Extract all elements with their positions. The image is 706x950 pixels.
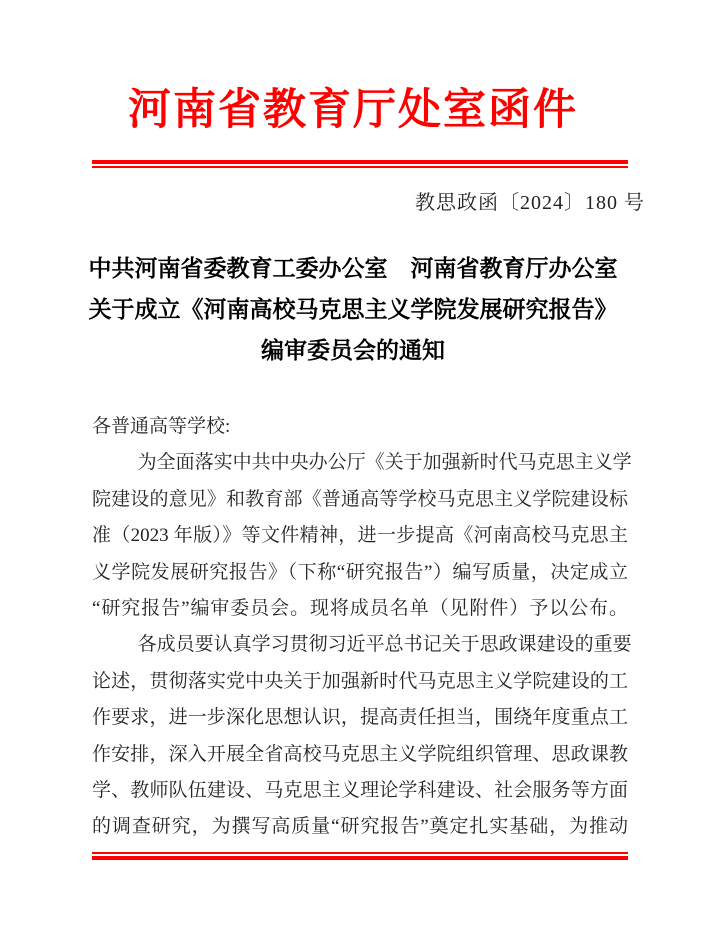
letterhead-red-rule-top bbox=[92, 160, 628, 168]
notice-title-line-2: 关于成立《河南高校马克思主义学院发展研究报告》 bbox=[88, 297, 618, 322]
body-line: 的调查研究，为撰写高质量“研究报告”奠定扎实基础，为推动 bbox=[92, 816, 628, 838]
body-line: 论述，贯彻落实党中央关于加强新时代马克思主义学院建设的工 bbox=[92, 670, 628, 692]
document-number: 教思政函〔2024〕180 号 bbox=[415, 192, 645, 214]
body-line: 作安排，深入开展全省高校马克思主义学院组织管理、思政课教 bbox=[92, 743, 628, 765]
body-line: 作要求，进一步深化思想认识，提高责任担当，围绕年度重点工 bbox=[92, 707, 628, 729]
body-line: 各成员要认真学习贯彻习近平总书记关于思政课建设的重要 bbox=[137, 634, 632, 656]
footer-red-rule bbox=[92, 852, 628, 860]
notice-title bbox=[10, 248, 696, 371]
letterhead-agency-title: 河南省教育厅处室函件 bbox=[128, 87, 578, 134]
notice-title-line-1: 中共河南省委教育工委办公室 河南省教育厅办公室 bbox=[88, 256, 618, 281]
notice-body bbox=[92, 409, 632, 846]
notice-title-line-3: 编审委员会的通知 bbox=[261, 338, 445, 363]
body-line: 学、教师队伍建设、马克思主义理论学科建设、社会服务等方面 bbox=[92, 780, 628, 802]
body-line: 义学院发展研究报告》（下称“研究报告”）编写质量，决定成立 bbox=[92, 561, 628, 583]
body-line: 为全面落实中共中央办公厅《关于加强新时代马克思主义学 bbox=[137, 452, 632, 474]
salutation-line: 各普通高等学校: bbox=[92, 416, 231, 437]
body-line: 准（2023 年版）》等文件精神，进一步提高《河南高校马克思主 bbox=[92, 525, 628, 547]
body-line: “研究报告”编审委员会。现将成员名单（见附件）予以公布。 bbox=[92, 598, 628, 620]
body-line: 院建设的意见》和教育部《普通高等学校马克思主义学院建设标 bbox=[92, 488, 628, 510]
